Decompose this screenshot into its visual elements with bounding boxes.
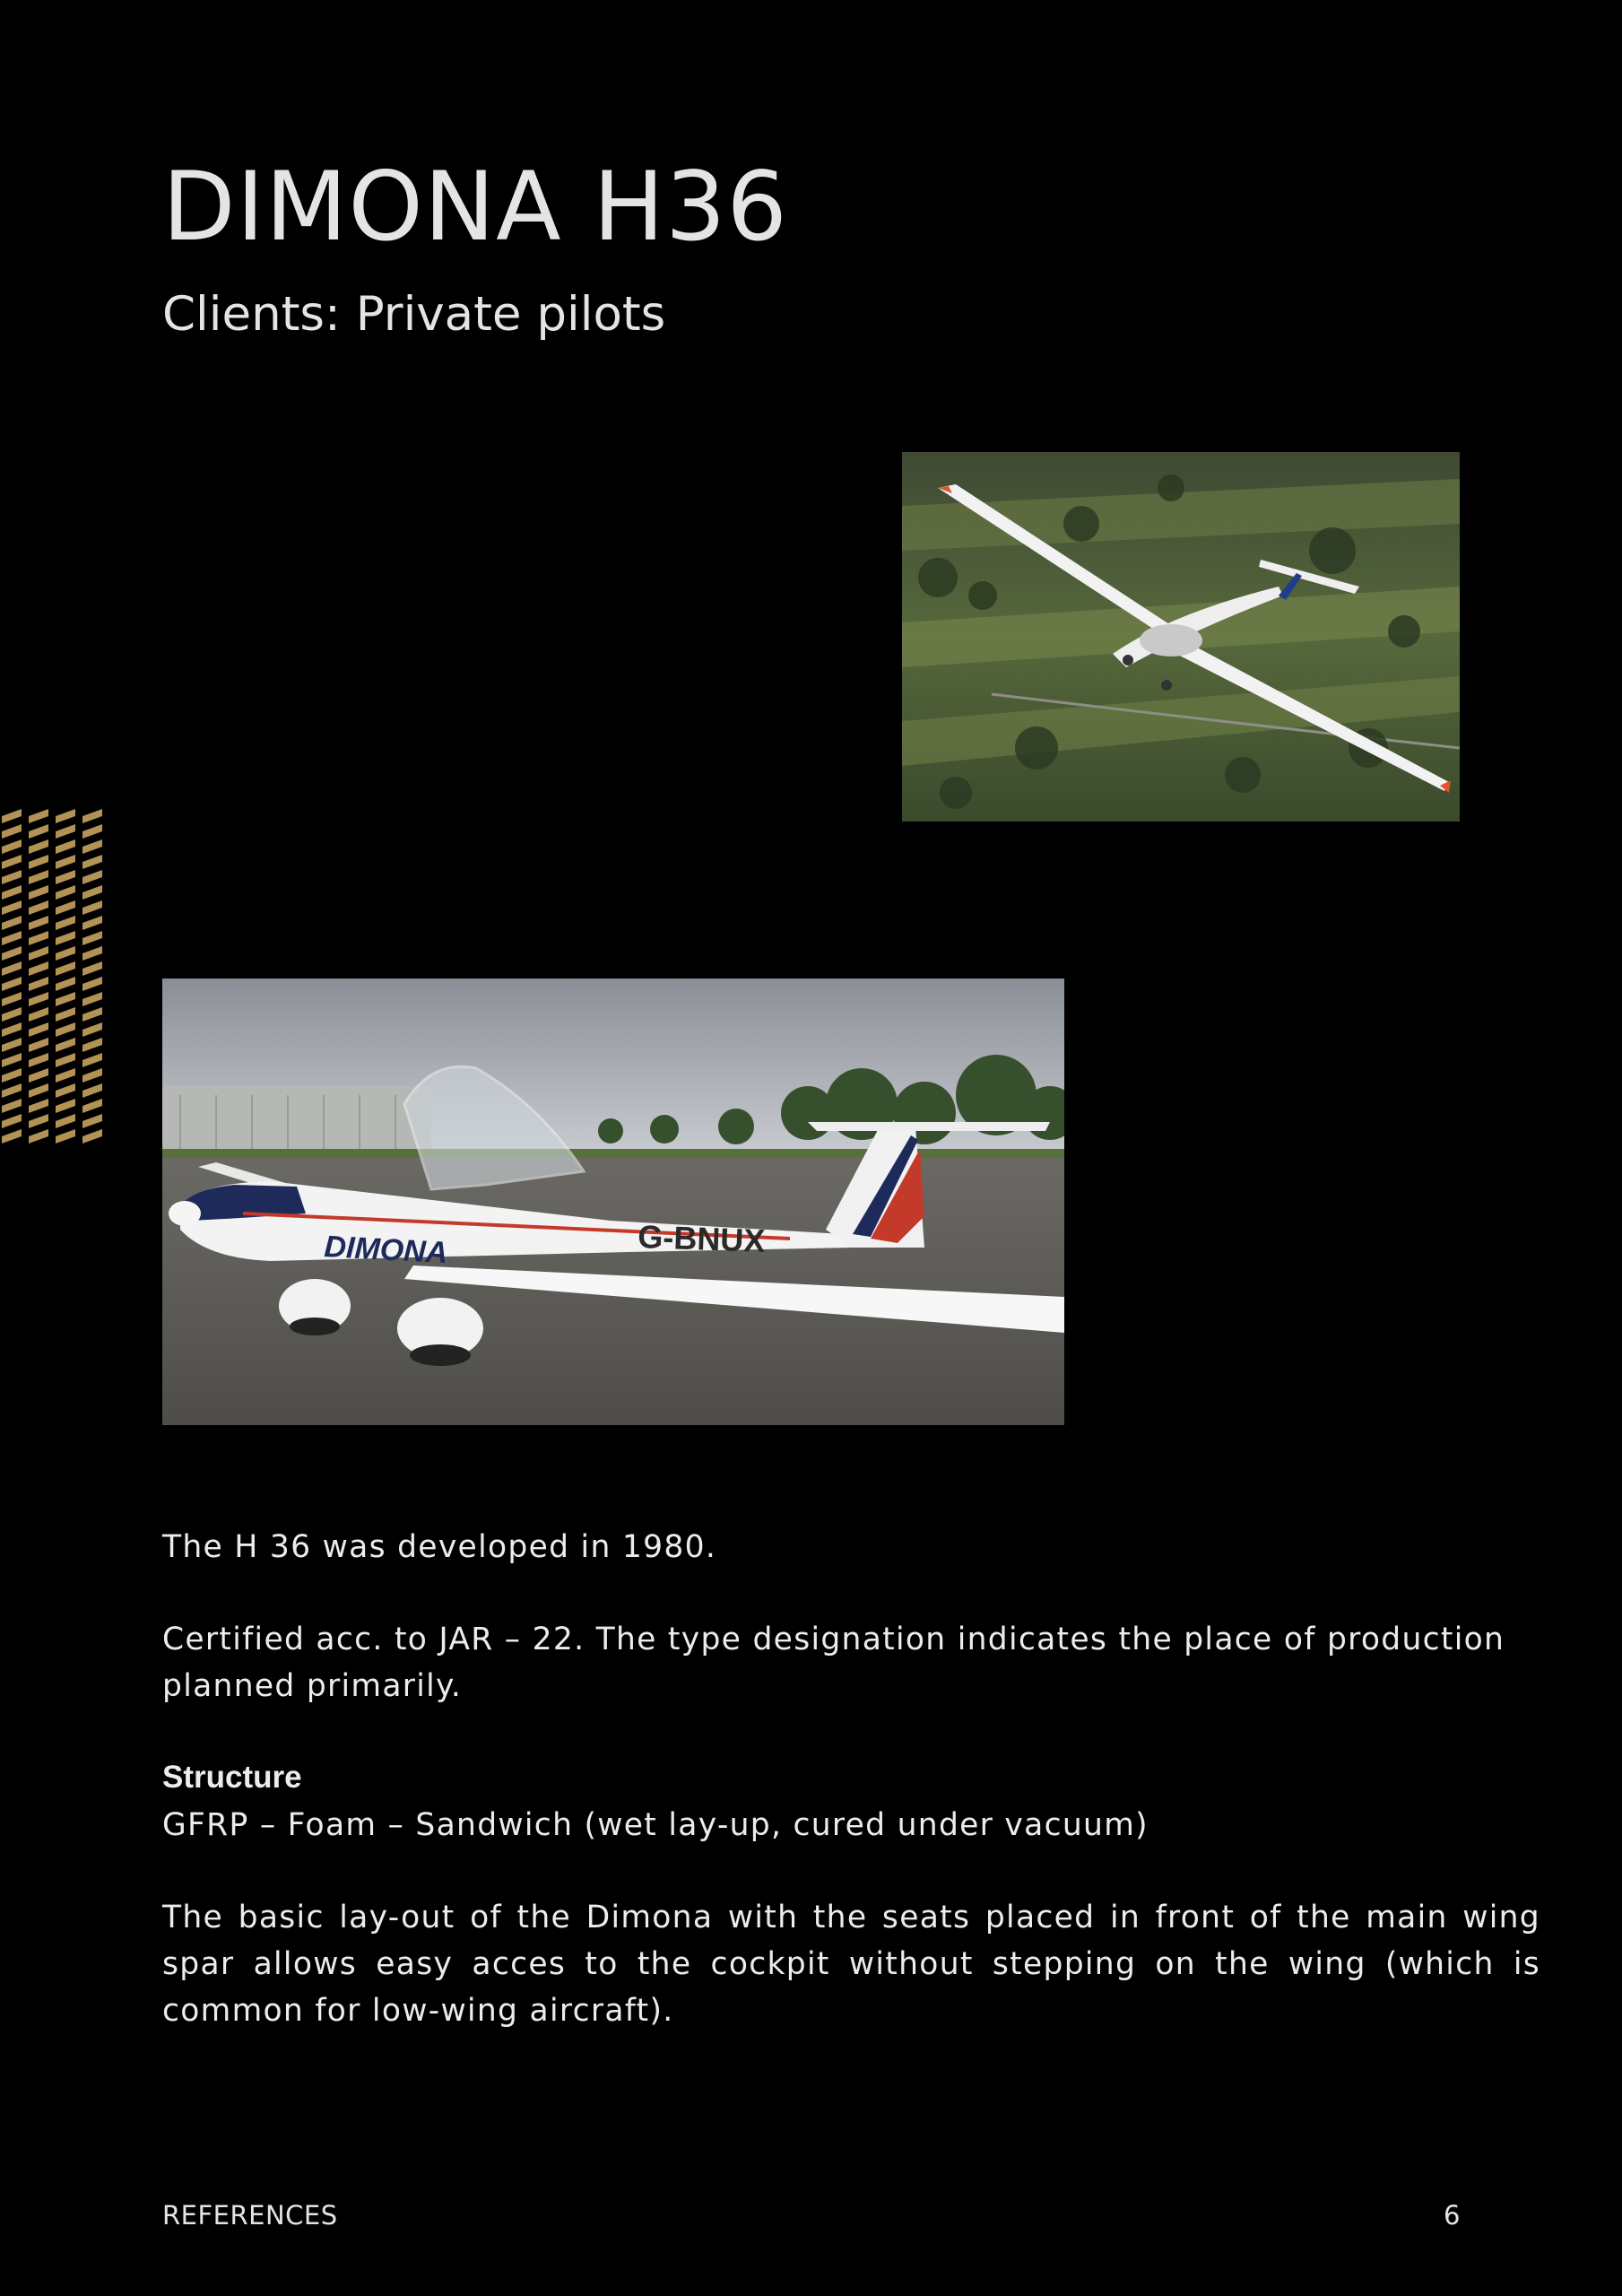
- gold-stripe: [29, 885, 48, 900]
- gold-stripe: [2, 961, 22, 976]
- gold-stripe: [29, 1114, 48, 1128]
- gold-stripe: [82, 931, 102, 945]
- gold-stripe: [56, 824, 75, 839]
- gold-stripe: [56, 1114, 75, 1128]
- gold-stripe: [29, 1068, 48, 1083]
- gold-stripe: [56, 931, 75, 945]
- gold-stripe: [29, 992, 48, 1006]
- gold-stripe: [2, 885, 22, 900]
- gold-stripe: [56, 946, 75, 961]
- gold-stripe: [56, 839, 75, 854]
- gold-stripe: [2, 1053, 22, 1067]
- gold-stripe: [2, 855, 22, 869]
- gold-stripe: [56, 1053, 75, 1067]
- gold-stripe: [82, 1114, 102, 1128]
- gold-stripe: [56, 1129, 75, 1144]
- gold-stripe: [82, 1053, 102, 1067]
- gold-stripe: [2, 1114, 22, 1128]
- gold-stripe: [2, 1083, 22, 1098]
- gold-stripe: [56, 992, 75, 1006]
- gold-stripe: [56, 1099, 75, 1113]
- gold-stripe: [82, 1129, 102, 1144]
- gold-stripe: [29, 900, 48, 915]
- gold-stripe: [2, 1007, 22, 1022]
- structure-text: GFRP – Foam – Sandwich (wet lay-up, cured under vacuum): [162, 1807, 1149, 1843]
- gold-stripe: [56, 855, 75, 869]
- page-subtitle: Clients: Private pilots: [162, 287, 666, 342]
- gold-stripe: [56, 1022, 75, 1037]
- registration-text: G-BNUX: [637, 1218, 767, 1259]
- gold-stripe: [56, 885, 75, 900]
- gold-stripe: [82, 992, 102, 1006]
- page-number: 6: [1444, 2200, 1461, 2231]
- gold-stripe: [56, 1038, 75, 1052]
- footer-section-label: REFERENCES: [162, 2200, 338, 2231]
- gold-stripe: [29, 839, 48, 854]
- gold-stripe: [82, 885, 102, 900]
- ground-photo: [162, 978, 1064, 1425]
- gold-stripe: [82, 1099, 102, 1113]
- gold-stripe: [82, 916, 102, 930]
- gold-stripe: [29, 1022, 48, 1037]
- gold-stripe: [2, 977, 22, 991]
- gold-stripe: [2, 809, 22, 823]
- gold-stripe: [82, 961, 102, 976]
- gold-stripe: [2, 1068, 22, 1083]
- gold-stripe: [56, 1068, 75, 1083]
- aerial-photo: [902, 452, 1460, 822]
- gold-stripe: [82, 870, 102, 884]
- gold-stripe: [29, 855, 48, 869]
- gold-stripe: [2, 916, 22, 930]
- gold-stripe: [56, 961, 75, 976]
- gold-stripe: [2, 824, 22, 839]
- gold-stripe: [2, 870, 22, 884]
- gold-stripe: [2, 931, 22, 945]
- gold-stripe: [56, 870, 75, 884]
- gold-stripe: [56, 809, 75, 823]
- page-title: DIMONA H36: [162, 152, 788, 262]
- gold-stripe: [29, 1099, 48, 1113]
- fuselage-name-text: DIMONA: [323, 1230, 449, 1271]
- gold-stripe: [56, 1083, 75, 1098]
- paragraph-certification-line-1: Certified acc. to JAR – 22. The type designation indicates the place of production: [162, 1622, 1505, 1657]
- gold-stripe: [2, 1099, 22, 1113]
- gold-stripe: [29, 931, 48, 945]
- gold-stripe: [82, 900, 102, 915]
- gold-stripe: [2, 1022, 22, 1037]
- gold-stripe: [82, 946, 102, 961]
- gold-stripe: [2, 1038, 22, 1052]
- gold-stripe: [29, 1129, 48, 1144]
- gold-stripe: [29, 824, 48, 839]
- paragraph-development: The H 36 was developed in 1980.: [162, 1529, 717, 1565]
- gold-stripe: [82, 1007, 102, 1022]
- gold-stripe: [82, 1022, 102, 1037]
- gold-stripe: [29, 946, 48, 961]
- gold-stripe: [2, 900, 22, 915]
- gold-stripe: [82, 855, 102, 869]
- gold-stripe: [29, 977, 48, 991]
- gold-stripe: [56, 916, 75, 930]
- gold-stripe: [2, 946, 22, 961]
- gold-stripe: [82, 1068, 102, 1083]
- gold-stripe: [29, 1053, 48, 1067]
- gold-stripe: [2, 839, 22, 854]
- gold-stripe: [82, 1038, 102, 1052]
- gold-stripe: [2, 992, 22, 1006]
- gold-stripe: [82, 824, 102, 839]
- paragraph-layout: The basic lay-out of the Dimona with the seats placed in front of the main wing spar allows easy acces to the cockpit without stepping on the wing (which is common for low-wing aircraft).: [162, 1900, 1540, 2029]
- gold-stripe: [29, 961, 48, 976]
- gold-stripe: [29, 809, 48, 823]
- gold-stripe: [56, 977, 75, 991]
- gold-stripe: [82, 1083, 102, 1098]
- gold-stripe: [29, 1038, 48, 1052]
- structure-heading: Structure: [162, 1760, 302, 1795]
- gold-stripe: [82, 839, 102, 854]
- gold-stripe: [29, 1083, 48, 1098]
- gold-stripe: [82, 977, 102, 991]
- gold-stripe: [56, 900, 75, 915]
- gold-stripe: [29, 916, 48, 930]
- paragraph-certification-line-2: planned primarily.: [162, 1668, 463, 1704]
- gold-stripe: [82, 809, 102, 823]
- gold-stripe: [29, 870, 48, 884]
- gold-stripe: [2, 1129, 22, 1144]
- gold-stripe: [56, 1007, 75, 1022]
- gold-stripe: [29, 1007, 48, 1022]
- gold-pattern-decoration: [0, 807, 103, 1148]
